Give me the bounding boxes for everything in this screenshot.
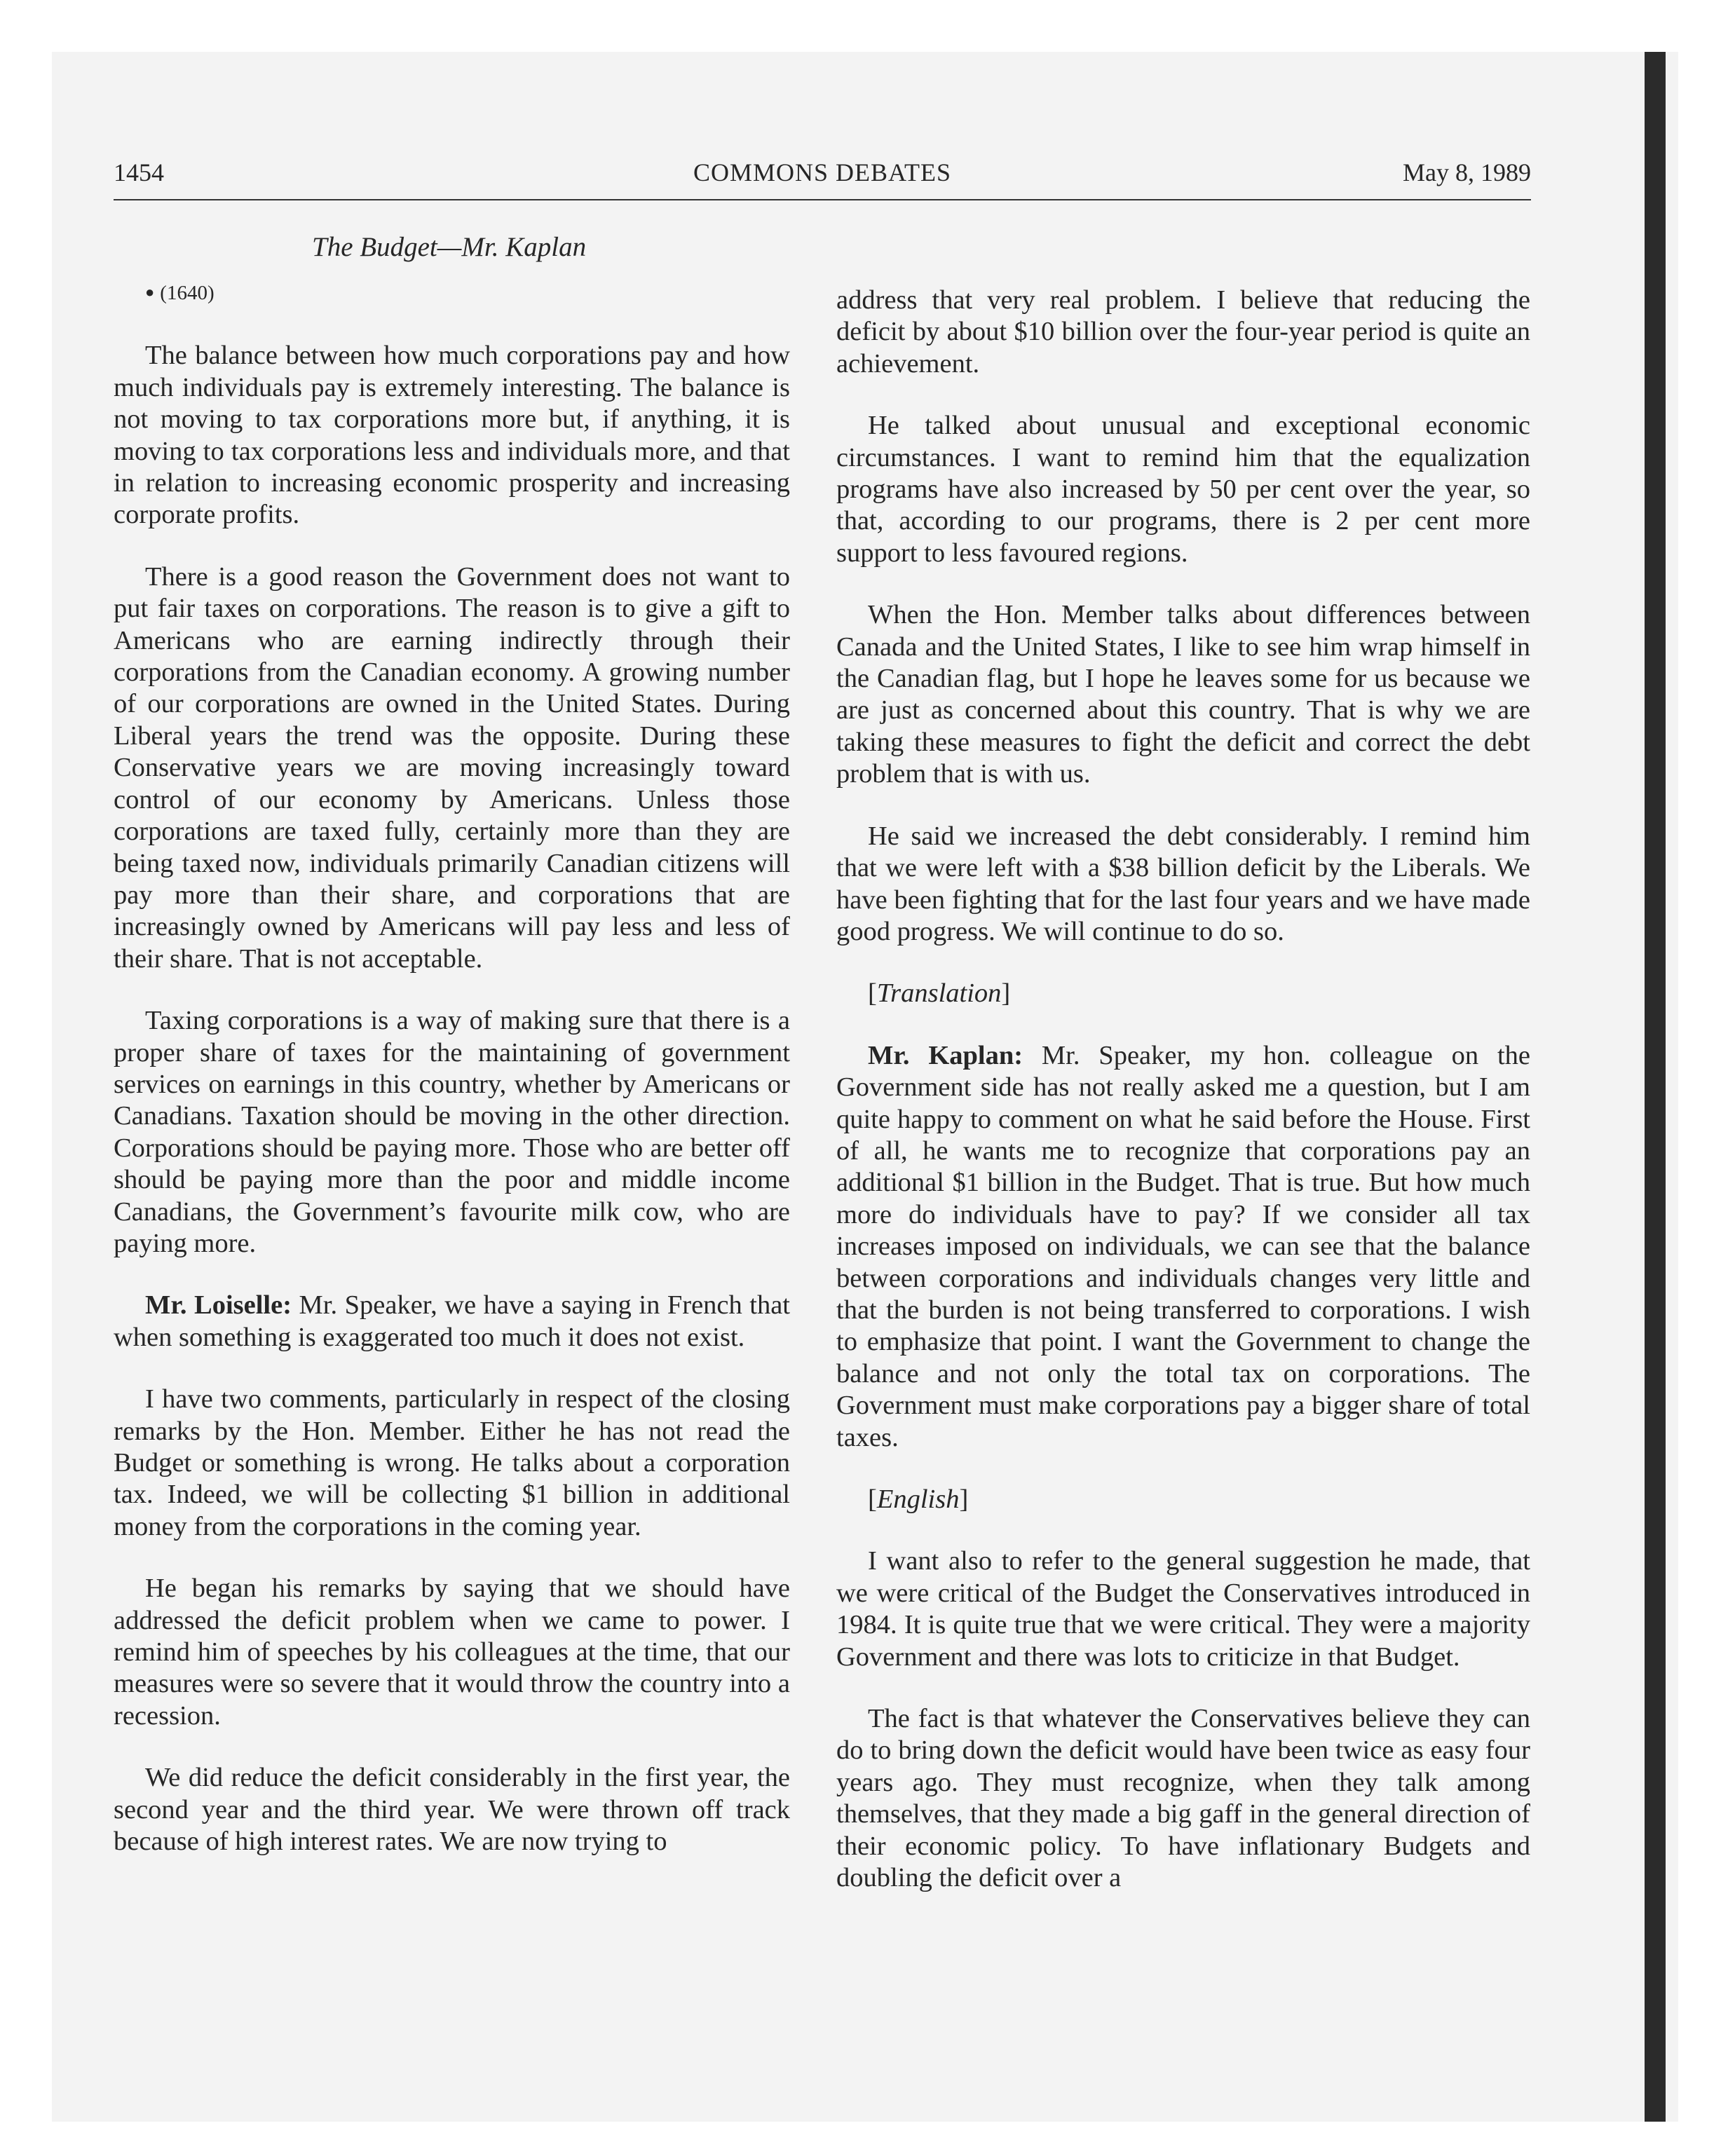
paragraph: address that very real problem. I believe that reducing the deficit by about $10 billion over the four-year period is quite an achievement. <box>836 285 1530 378</box>
scan-edge-shadow <box>1645 52 1666 2122</box>
speaker-name: Mr. Loiselle: <box>145 1290 292 1321</box>
bullet-icon: ● <box>145 283 155 301</box>
paragraph <box>836 1040 1530 1454</box>
language-marker-text: Translation <box>876 978 1002 1009</box>
running-head: The Budget—Mr. Kaplan <box>312 232 587 262</box>
paragraph: When the Hon. Member talks about differences between Canada and the United States, I like to see him wrap himself in the Canadian flag, but I hope he leaves some for us because we are just as concerned about this country. That is why we are taking these measures to fight the deficit and correct the debt problem that is with us. <box>836 600 1530 789</box>
paragraph <box>114 1290 790 1353</box>
header-rule <box>114 199 1531 200</box>
language-marker: [Translation] <box>868 978 1011 1009</box>
paragraph: The balance between how much corporations pay and how much individuals pay is extremely interesting. The balance is not moving to tax corporations more but, if anything, it is moving to tax corporations less and individuals more, and that in relation to increasing economic prosperity and increasing corporate profits. <box>114 341 790 530</box>
language-marker-text: English <box>876 1485 960 1514</box>
page-date: May 8, 1989 <box>1403 158 1531 186</box>
paragraph: I want also to refer to the general suggestion he made, that we were critical of the Budget the Conservatives introduced in 1984. It is quite true that we were critical. They were a majority Government and there was lots to criticize in that Budget. <box>836 1546 1530 1672</box>
language-marker: [English] <box>868 1485 969 1514</box>
speech-text: Mr. Speaker, we have a saying in French that when something is exaggerated too much it does not exist. <box>114 1290 791 1352</box>
paragraph: I have two comments, particularly in respect of the closing remarks by the Hon. Member. Either he has not read the Budget or something is wrong. He talks about a corporation tax. Indeed, we will be collecting $1 billion in additional money from the corporations in the coming year. <box>114 1384 790 1541</box>
paragraph: Taxing corporations is a way of making sure that there is a proper share of taxes for the maintaining of government services on earnings in this country, whether by Americans or Canadians. Taxation should be moving in the other direction. Corporations should be paying more. Those who are better off should be paying more than the poor and middle income Canadians, the Government’s favourite milk cow, who are paying more. <box>114 1006 790 1258</box>
left-column <box>114 278 790 1888</box>
time-marker <box>114 278 790 310</box>
paragraph: The fact is that whatever the Conservatives believe they can do to bring down the deficit would have been twice as easy four years ago. They must recognize, when they talk among themselves, that they made a big gaff in the general direction of their economic policy. To have inflationary Budgets and doubling the deficit over a <box>836 1704 1530 1893</box>
publication-title: COMMONS DEBATES <box>693 158 952 186</box>
speech-text: Mr. Speaker, my hon. colleague on the Government side has not really asked me a question, but I am quite happy to comment on what he said before the House. First of all, he wants me to recognize that corporations pay an additional $1 billion in the Budget. That is true. But how much more do individuals have to pay? If we consider all tax increases imposed on individuals, we can see that the balance between corporations and individuals changes very little and that the burden is not being transferred to corporations. I wish to emphasize that point. I want the Government to change the balance and not only the total tax on corporations. The Government must make corporations pay a bigger share of total taxes. <box>836 1040 1530 1452</box>
paragraph: There is a good reason the Government does not want to put fair taxes on corporations. The reason is to give a gift to Americans who are earning indirectly through their corporations from the Canadian economy. A growing number of our corporations are owned in the United States. During Liberal years the trend was the opposite. During these Conservative years we are moving increasingly toward control of our economy by Americans. Unless those corporations are taxed fully, certainly more than they are being taxed now, individuals primarily Canadian citizens will pay more than their share, and corporations that are increasingly owned by Americans will pay less and less of their share. That is not acceptable. <box>114 561 790 974</box>
right-column <box>836 285 1530 1924</box>
time-marker-text: (1640) <box>160 282 215 304</box>
paragraph: He began his remarks by saying that we should have addressed the deficit problem when we came to power. I remind him of speeches by his colleagues at the time, that our measures were so severe that it would throw the country into a recession. <box>114 1574 790 1731</box>
page-header <box>114 158 1531 200</box>
paragraph: He talked about unusual and exceptional economic circumstances. I want to remind him that the equalization programs have also increased by 50 per cent over the year, so that, according to our programs, there is 2 per cent more support to less favoured regions. <box>836 411 1530 568</box>
speaker-name: Mr. Kaplan: <box>868 1040 1023 1070</box>
paragraph: We did reduce the deficit considerably in the first year, the second year and the third year. We were thrown off track because of high interest rates. We are now trying to <box>114 1763 790 1857</box>
paragraph: He said we increased the debt considerably. I remind him that we were left with a $38 billion deficit by the Liberals. We have been fighting that for the last four years and we have made good progress. We will continue to do so. <box>836 821 1530 946</box>
page-number: 1454 <box>114 158 164 186</box>
